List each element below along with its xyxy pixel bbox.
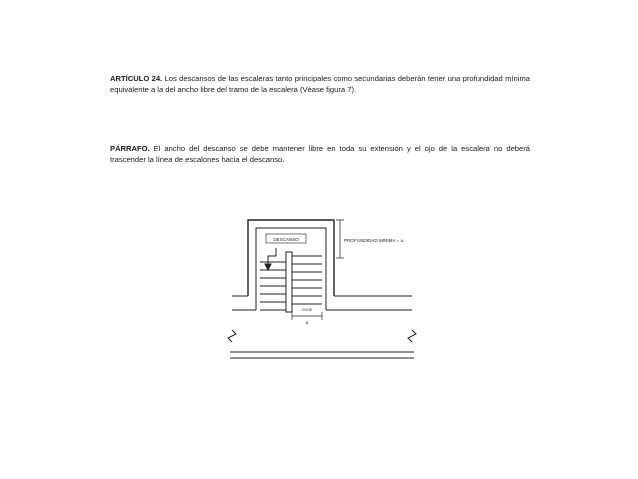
parrafo-paragraph <box>110 143 530 165</box>
walk-arrow-head <box>265 264 271 270</box>
right-flight-steps <box>292 252 322 312</box>
left-flight-steps <box>260 252 286 312</box>
break-mark-right <box>408 330 416 342</box>
parrafo-text: El ancho del descanso se debe mantener libre en toda su extensión y el ojo de la escalera no deberá trascender la línea de escalones hacia el descanso. <box>110 144 530 164</box>
article-heading: ARTÍCULO 24. <box>110 74 163 83</box>
stair-eye <box>286 252 292 312</box>
stair-label: OVOE <box>301 308 313 312</box>
article-24-paragraph <box>110 73 530 95</box>
outer-wall <box>248 220 334 296</box>
depth-label: PROFUNDIDAD MINIMA = a <box>344 238 404 243</box>
width-label: a <box>305 320 309 325</box>
landing-label: DESCANSO <box>273 237 299 242</box>
break-mark-left <box>228 330 236 342</box>
article-text: Los descansos de las escaleras tanto principales como secundarias deberán tener una profundidad mínima equivalente a la del ancho libre del tramo de la escalera (Véase figura 7). <box>110 74 530 94</box>
parrafo-heading: PÁRRAFO. <box>110 144 150 153</box>
stair-landing-figure <box>222 212 422 372</box>
